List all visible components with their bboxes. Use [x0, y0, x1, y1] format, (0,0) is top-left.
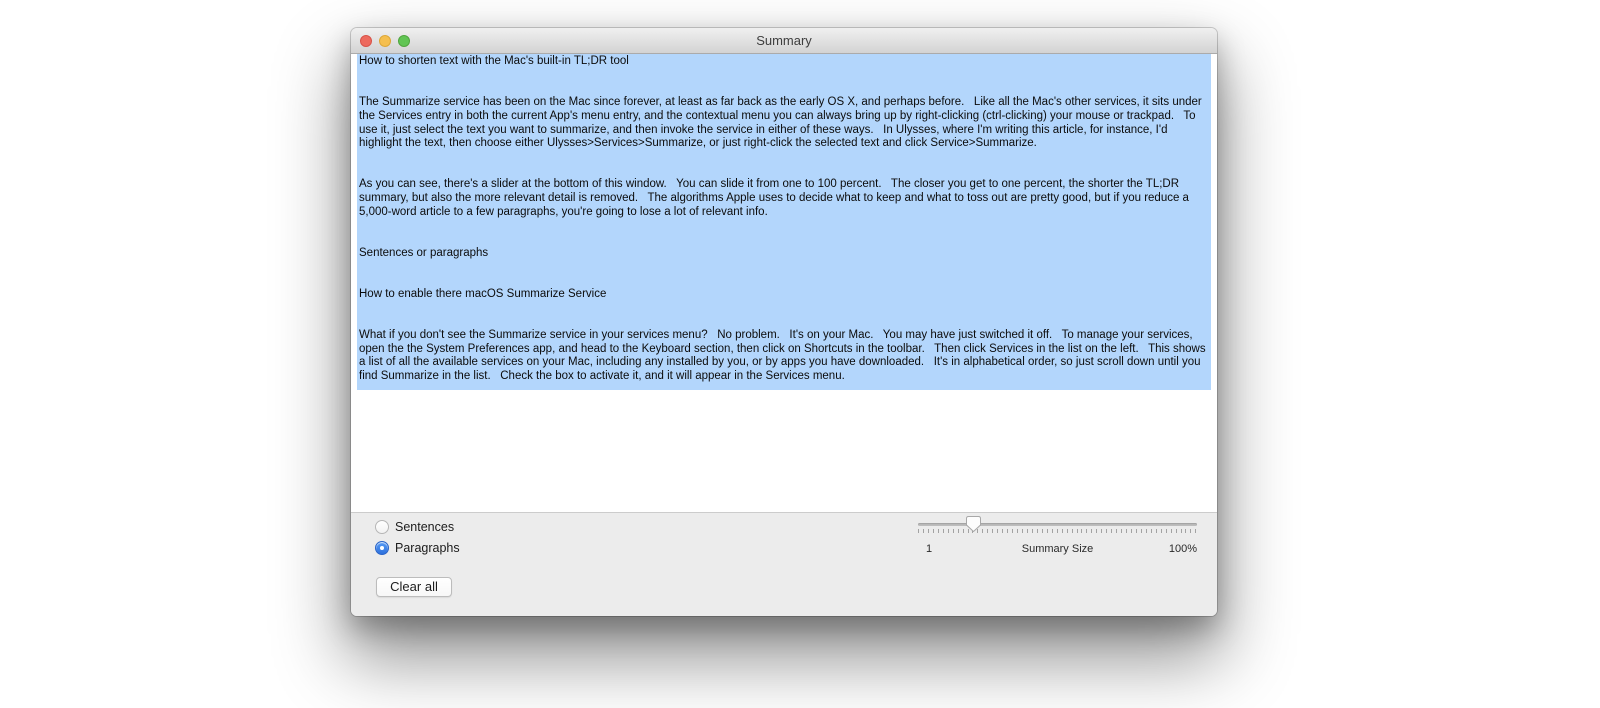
tick-mark	[1195, 529, 1196, 533]
slider-title: Summary Size	[1021, 543, 1094, 555]
tick-mark	[1171, 529, 1172, 533]
tick-mark	[1131, 529, 1132, 533]
slider-min-label: 1	[926, 543, 933, 555]
tick-mark	[1101, 529, 1102, 533]
radio-option-sentences[interactable]	[375, 519, 460, 535]
tick-mark	[1185, 529, 1186, 533]
tick-mark	[1067, 529, 1068, 533]
tick-mark	[1121, 529, 1122, 533]
tick-mark	[1022, 529, 1023, 533]
slider-max-label: 100%	[1168, 543, 1197, 555]
tick-mark	[1116, 529, 1117, 533]
paragraph: As you can see, there's a slider at the bottom of this window. You can slide it from one to 100 percent. The closer you get to one percent, the shorter the TL;DR summary, but also the more relevant detail is removed. The algorithms Apple uses to decide what to keep and what to toss out are pretty good, but if you reduce a 5,000-word article to a few paragraphs, you're going to lose a lot of relevant info.	[359, 178, 1193, 218]
slider-labels	[918, 543, 1197, 557]
tick-mark	[1032, 529, 1033, 533]
tick-mark	[1166, 529, 1167, 533]
tick-mark	[1151, 529, 1152, 533]
tick-mark	[1042, 529, 1043, 533]
tick-mark	[1007, 529, 1008, 533]
tick-mark	[1190, 529, 1191, 533]
radio-label: Sentences	[395, 520, 455, 534]
granularity-radio-group	[375, 519, 460, 561]
tick-mark	[1047, 529, 1048, 533]
tick-mark	[1111, 529, 1112, 533]
tick-mark	[1081, 529, 1082, 533]
tick-mark	[1086, 529, 1087, 533]
tick-mark	[1052, 529, 1053, 533]
radio-input[interactable]	[375, 520, 389, 534]
tick-mark	[1126, 529, 1127, 533]
tick-mark	[982, 529, 983, 533]
summary-size-slider	[918, 513, 1197, 563]
tick-mark	[1176, 529, 1177, 533]
paragraph: The Summarize service has been on the Mac since forever, at least as far back as the early OS X, and perhaps before. Like all the Mac's other services, it sits under the Services entry in both the current App's menu entry, and the contextual menu you can always bring up by right-clicking (ctrl-clicking) your mouse or trackpad. To use it, just select the text you want to summarize, and then invoke the service in either of these ways. In Ulysses, where I'm writing this article, for instance, I'd highlight the text, then choose either Ulysses>Services>Summarize, or just right-click the selected text and click Service>Summarize.	[359, 96, 1205, 150]
paragraph: What if you don't see the Summarize service in your services menu? No problem. It's on your Mac. You may have just switched it off. To manage your services, open the the System Preferences app, and head to the Keyboard section, then click on Shortcuts in the toolbar. Then click Services in the list on the left. This shows a list of all the available services on your Mac, including any installed by you, or by apps you have downloaded. It's in alphabetical order, so just scroll down until you find Summarize in the list. Check the box to activate it, and it will appear in the Services menu.	[359, 328, 1209, 383]
slider-thumb[interactable]	[966, 516, 981, 532]
bottom-bar	[351, 512, 1217, 616]
tick-mark	[1141, 529, 1142, 533]
tick-mark	[1106, 529, 1107, 533]
tick-mark	[938, 529, 939, 533]
summary-window	[351, 28, 1217, 616]
tick-mark	[1017, 529, 1018, 533]
summary-text-area[interactable]	[351, 54, 1217, 512]
tick-mark	[1156, 529, 1157, 533]
tick-mark	[1037, 529, 1038, 533]
tick-mark	[1161, 529, 1162, 533]
tick-mark	[1027, 529, 1028, 533]
tick-mark	[1146, 529, 1147, 533]
radio-input[interactable]	[375, 541, 389, 555]
tick-mark	[928, 529, 929, 533]
slider-track[interactable]	[918, 523, 1197, 526]
tick-mark	[933, 529, 934, 533]
tick-mark	[1181, 529, 1182, 533]
selection-highlight	[357, 54, 1211, 390]
tick-mark	[963, 529, 964, 533]
tick-mark	[992, 529, 993, 533]
title-bar[interactable]	[351, 28, 1217, 54]
text-content	[359, 55, 1210, 384]
paragraph: Sentences or paragraphs	[359, 246, 489, 259]
tick-mark	[948, 529, 949, 533]
tick-mark	[1077, 529, 1078, 533]
tick-mark	[1096, 529, 1097, 533]
tick-mark	[953, 529, 954, 533]
tick-mark	[1136, 529, 1137, 533]
window-title: Summary	[756, 33, 812, 48]
tick-mark	[1057, 529, 1058, 533]
tick-mark	[958, 529, 959, 533]
radio-label: Paragraphs	[395, 541, 460, 555]
paragraph: How to shorten text with the Mac's built-in TL;DR tool	[359, 55, 629, 67]
tick-mark	[987, 529, 988, 533]
clear-all-button[interactable]: Clear all	[376, 577, 452, 597]
tick-mark	[1072, 529, 1073, 533]
tick-mark	[1002, 529, 1003, 533]
paragraph: How to enable there macOS Summarize Service	[359, 287, 607, 300]
tick-mark	[997, 529, 998, 533]
tick-mark	[918, 529, 919, 533]
slider-ticks	[918, 529, 1197, 533]
tick-mark	[1091, 529, 1092, 533]
tick-mark	[1062, 529, 1063, 533]
radio-option-paragraphs[interactable]	[375, 540, 460, 556]
tick-mark	[1012, 529, 1013, 533]
tick-mark	[943, 529, 944, 533]
tick-mark	[923, 529, 924, 533]
